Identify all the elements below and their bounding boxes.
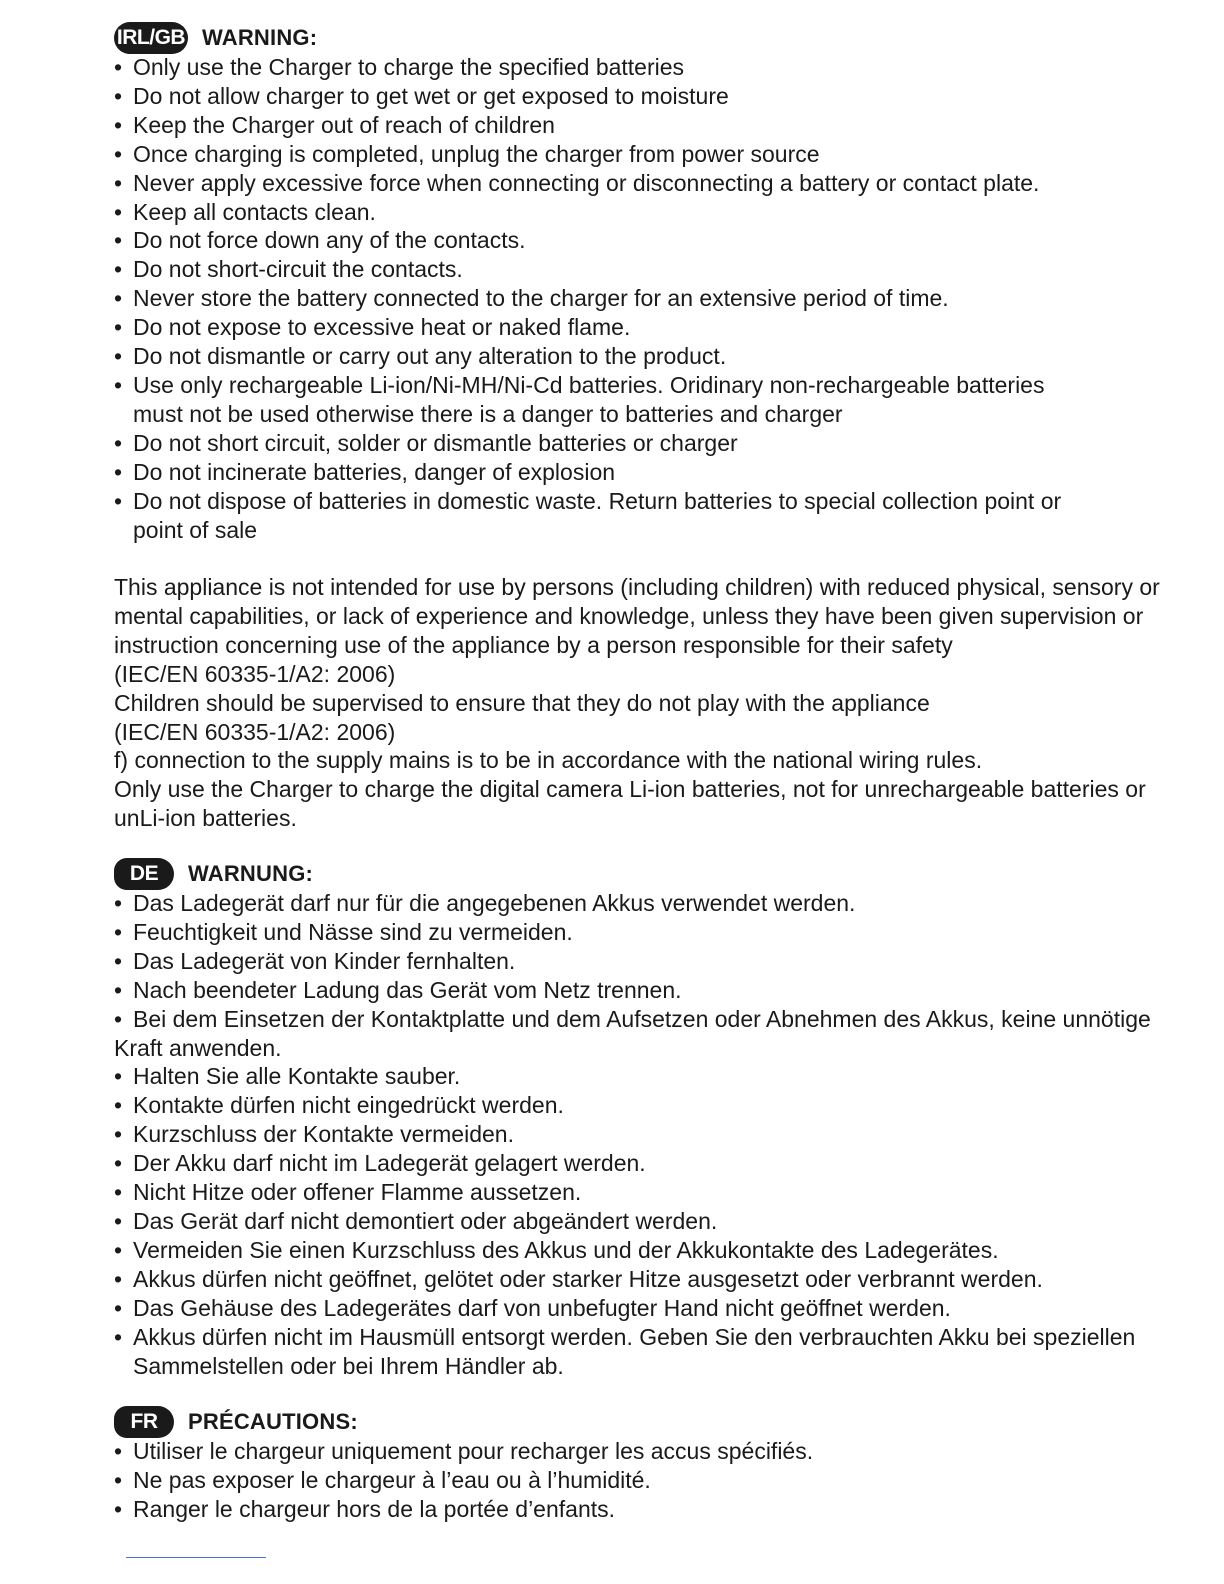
language-badge-fr: FR bbox=[114, 1406, 174, 1438]
list-item: • Keep all contacts clean. bbox=[114, 198, 1114, 227]
paragraph-line: instruction concerning use of the appliance by a person responsible for their safety bbox=[114, 631, 953, 658]
paragraph-line: Only use the Charger to charge the digital camera Li-ion batteries, not for unrechargeable batteries or bbox=[114, 776, 1146, 803]
list-item: • Do not allow charger to get wet or get exposed to moisture bbox=[114, 82, 1114, 111]
list-item: • Ranger le chargeur hors de la portée d’enfants. bbox=[114, 1495, 1114, 1524]
section-de-header bbox=[114, 860, 1114, 888]
list-item: • Vermeiden Sie einen Kurzschluss des Akkus und der Akkukontakte des Ladegerätes. bbox=[114, 1236, 1114, 1265]
list-item: • Das Gehäuse des Ladegerätes darf von unbefugter Hand nicht geöffnet werden. bbox=[114, 1294, 1114, 1323]
list-item: • Das Gerät darf nicht demontiert oder abgeändert werden. bbox=[114, 1207, 1114, 1236]
list-item: • Do not incinerate batteries, danger of explosion bbox=[114, 458, 1114, 487]
list-item: • Utiliser le chargeur uniquement pour recharger les accus spécifiés. bbox=[114, 1437, 1114, 1466]
paragraph-line: This appliance is not intended for use by persons (including children) with reduced physical, sensory or bbox=[114, 574, 1160, 600]
list-item: • Feuchtigkeit und Nässe sind zu vermeiden. bbox=[114, 918, 1114, 947]
list-item: • Bei dem Einsetzen der Kontaktplatte und dem Aufsetzen oder Abnehmen des Akkus, keine unnötige bbox=[114, 1005, 1114, 1034]
list-item: • Do not dismantle or carry out any alteration to the product. bbox=[114, 342, 1114, 371]
list-item: • Akkus dürfen nicht geöffnet, gelötet oder starker Hitze ausgesetzt oder verbrannt werden. bbox=[114, 1265, 1114, 1294]
list-item: • Do not short circuit, solder or dismantle batteries or charger bbox=[114, 429, 1114, 458]
paragraph-line: (IEC/EN 60335-1/A2: 2006) bbox=[114, 660, 396, 687]
warning-list-gb bbox=[114, 53, 1114, 544]
section-de-title: WARNUNG: bbox=[188, 860, 314, 886]
list-item: • Das Ladegerät darf nur für die angegebenen Akkus verwendet werden. bbox=[114, 889, 1114, 918]
paragraph-line: unLi-ion batteries. bbox=[114, 805, 297, 832]
paragraph-line: (IEC/EN 60335-1/A2: 2006) bbox=[114, 718, 396, 745]
list-item bbox=[114, 371, 1114, 429]
section-gb bbox=[114, 24, 1114, 544]
section-de bbox=[114, 860, 1151, 1380]
safety-paragraph bbox=[114, 573, 1160, 833]
list-item: • Akkus dürfen nicht im Hausmüll entsorgt werden. Geben Sie den verbrauchten Akku bei speziellen bbox=[114, 1323, 1114, 1352]
list-item-line: must not be used otherwise there is a danger to batteries and charger bbox=[133, 400, 843, 427]
warning-list-de bbox=[114, 889, 1151, 1380]
section-fr-header bbox=[114, 1408, 1114, 1436]
list-item: • Once charging is completed, unplug the charger from power source bbox=[114, 140, 1114, 169]
list-item bbox=[114, 487, 1114, 545]
section-fr-title: PRÉCAUTIONS: bbox=[188, 1408, 358, 1434]
list-item-continuation: Kraft anwenden. bbox=[114, 1034, 282, 1061]
warning-list-fr bbox=[114, 1437, 1114, 1524]
paragraph-line: f) connection to the supply mains is to be in accordance with the national wiring rules. bbox=[114, 747, 983, 774]
list-item: • Do not force down any of the contacts. bbox=[114, 226, 1114, 255]
list-item: • Halten Sie alle Kontakte sauber. bbox=[114, 1062, 1114, 1091]
list-item: • Never store the battery connected to the charger for an extensive period of time. bbox=[114, 284, 1114, 313]
list-item: • Kontakte dürfen nicht eingedrückt werden. bbox=[114, 1091, 1114, 1120]
section-gb-title: WARNING: bbox=[202, 24, 318, 50]
list-item: • Ne pas exposer le chargeur à l’eau ou à l’humidité. bbox=[114, 1466, 1114, 1495]
list-item: • Der Akku darf nicht im Ladegerät gelagert werden. bbox=[114, 1149, 1114, 1178]
list-item: • Das Ladegerät von Kinder fernhalten. bbox=[114, 947, 1114, 976]
list-item: • Keep the Charger out of reach of children bbox=[114, 111, 1114, 140]
list-item: • Nicht Hitze oder offener Flamme aussetzen. bbox=[114, 1178, 1114, 1207]
list-item: • Nach beendeter Ladung das Gerät vom Netz trennen. bbox=[114, 976, 1114, 1005]
list-item: • Kurzschluss der Kontakte vermeiden. bbox=[114, 1120, 1114, 1149]
list-item: • Never apply excessive force when connecting or disconnecting a battery or contact plate. bbox=[114, 169, 1114, 198]
list-item: • Only use the Charger to charge the specified batteries bbox=[114, 53, 1114, 82]
footer-rule bbox=[126, 1557, 266, 1558]
list-item-continuation: Sammelstellen oder bei Ihrem Händler ab. bbox=[133, 1352, 564, 1379]
language-badge-gb: IRL/GB bbox=[114, 22, 188, 54]
list-item: • Do not short-circuit the contacts. bbox=[114, 255, 1114, 284]
paragraph-line: mental capabilities, or lack of experience and knowledge, unless they have been given supervision or bbox=[114, 602, 1144, 629]
paragraph-line: Children should be supervised to ensure that they do not play with the appliance bbox=[114, 689, 930, 716]
list-item-line: point of sale bbox=[133, 516, 258, 543]
section-fr bbox=[114, 1408, 1114, 1524]
list-item-line: Do not dispose of batteries in domestic waste. Return batteries to special collection point or bbox=[133, 487, 1062, 514]
list-item: • Do not expose to excessive heat or naked flame. bbox=[114, 313, 1114, 342]
list-item-line: Use only rechargeable Li-ion/Ni-MH/Ni-Cd batteries. Oridinary non-rechargeable batteries bbox=[133, 371, 1045, 398]
section-gb-header bbox=[114, 24, 1114, 52]
language-badge-de: DE bbox=[114, 858, 174, 890]
